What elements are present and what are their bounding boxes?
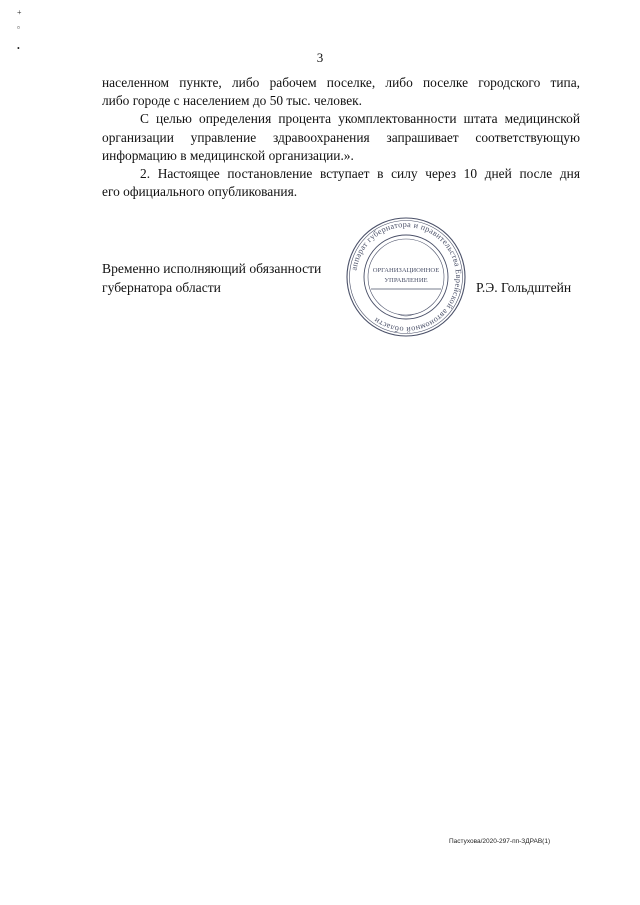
signatory-title xyxy=(102,259,342,297)
document-code: Пастухова/2020-297-пп-ЗДРАВ(1) xyxy=(449,838,551,845)
seal-ring-text: аппарат губернатора и правительства Еврейской автономной области xyxy=(349,219,464,335)
margin-mark: + xyxy=(17,8,22,17)
seal-center-line-2: УПРАВЛЕНИЕ xyxy=(384,277,428,284)
margin-mark: ▫ xyxy=(17,23,20,32)
signatory-name: Р.Э. Гольдштейн xyxy=(476,280,572,295)
page-number: 3 xyxy=(316,50,324,65)
paragraph-3-line-2: его официального опубликования. xyxy=(102,184,298,200)
margin-mark: • xyxy=(17,44,20,53)
paragraph-3-line-1: 2. Настоящее постановление вступает в силу через 10 дней после дня xyxy=(140,166,580,182)
signatory-title-line-1: Временно исполняющий обязанности xyxy=(102,261,322,276)
paragraph-1-line-2: либо городе с населением до 50 тыс. человек. xyxy=(102,93,363,109)
official-seal-stamp xyxy=(343,214,469,340)
paragraph-2-line-2: организации управление здравоохранения запрашивает соответствующую xyxy=(102,129,580,145)
signatory-title-line-2: губернатора области xyxy=(102,280,221,295)
paragraph-1-line-1: населенном пункте, либо рабочем поселке, либо поселке городского типа, xyxy=(102,75,580,90)
paragraph-2-line-3: информацию в медицинской организации.». xyxy=(102,147,354,163)
document-body xyxy=(102,74,580,201)
paragraph-2-line-1: С целью определения процента укомплектованности штата медицинской xyxy=(140,111,580,127)
seal-center-line-1: ОРГАНИЗАЦИОННОЕ xyxy=(372,267,440,274)
